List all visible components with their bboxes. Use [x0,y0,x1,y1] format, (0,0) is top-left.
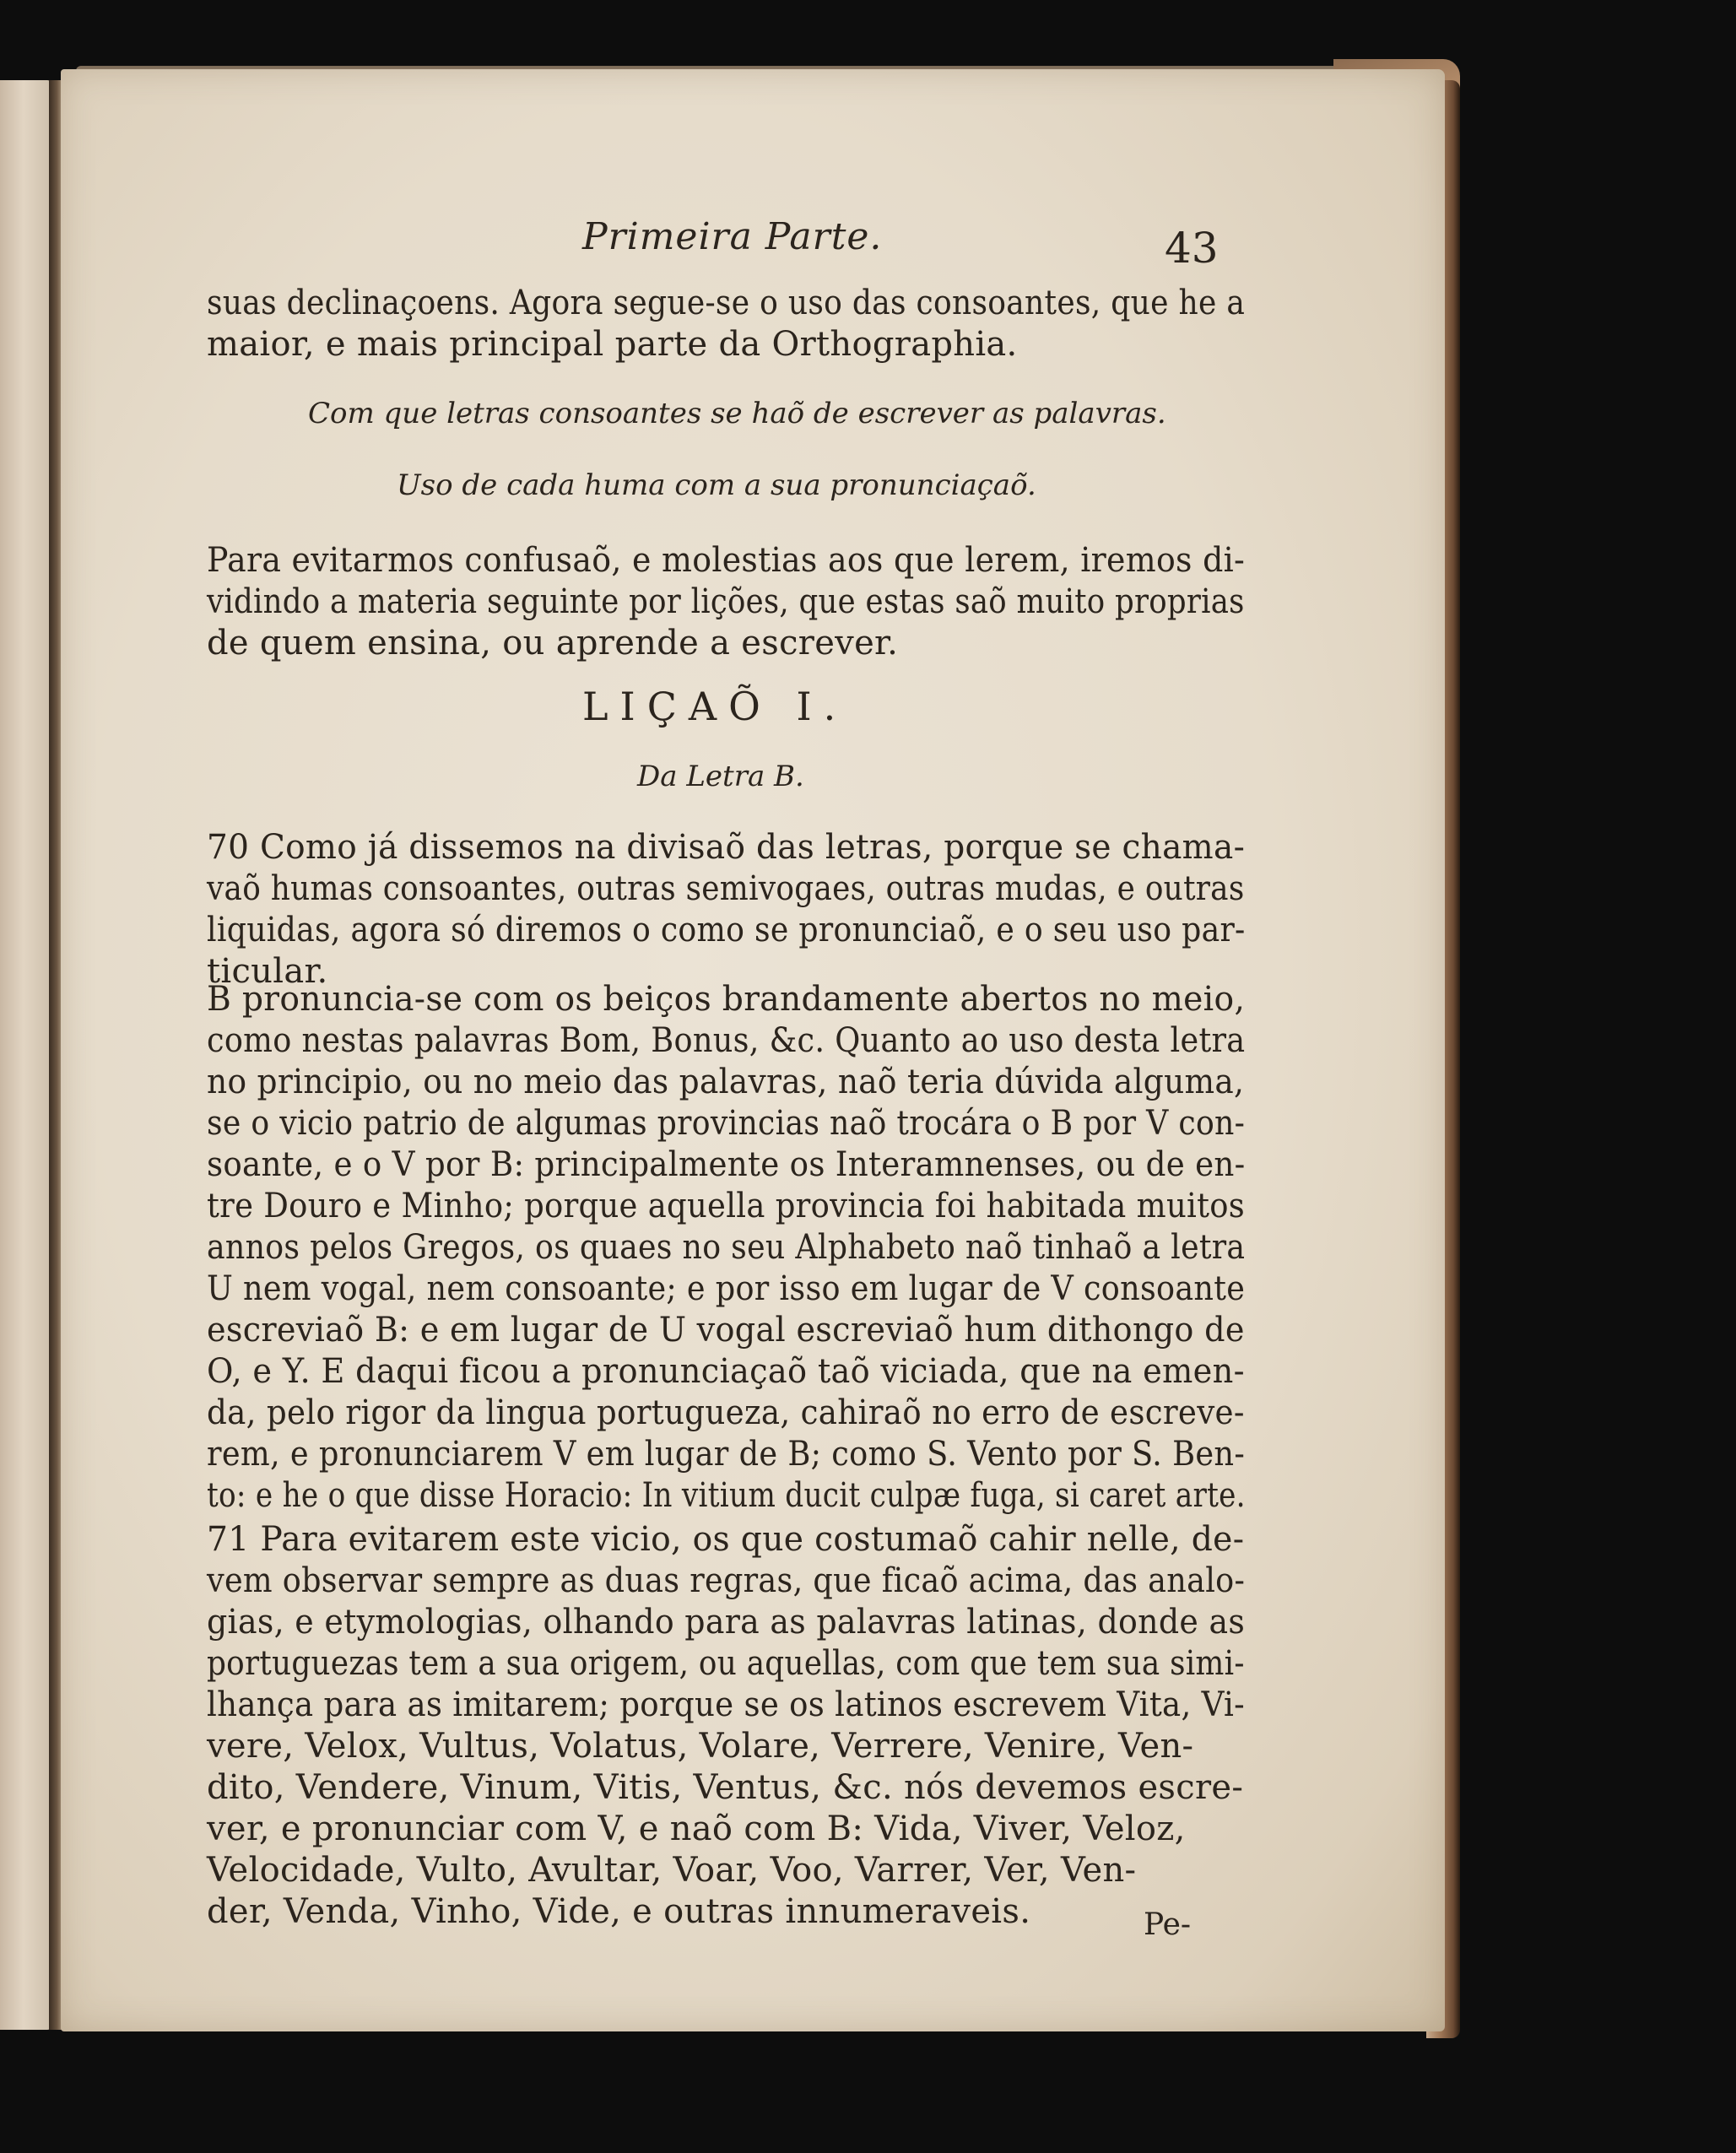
page-number: 43 [1165,224,1219,273]
paragraph-line: annos pelos Gregos, os quaes no seu Alphabeto naõ tinhaõ a letra [207,1228,1246,1267]
paragraph-line: Velocidade, Vulto, Avultar, Voar, Voo, Varrer, Ver, Ven- [207,1851,1137,1890]
paragraph-line: como nestas palavras Bom, Bonus, &c. Quanto ao uso desta letra [207,1021,1246,1060]
preface-block [207,540,1245,664]
paragraph-line: gias, e etymologias, olhando para as palavras latinas, donde as [207,1603,1246,1642]
preface-line: de quem ensina, ou aprende a escrever. [207,624,899,663]
paragraph-line: 70 Como já dissemos na divisaõ das letras, porque se chama- [207,828,1246,867]
paragraph-line: U nem vogal, nem consoante; e por isso em lugar de V consoante [207,1269,1246,1308]
paragraph-line: B pronuncia-se com os beiços brandamente abertos no meio, [207,980,1246,1019]
subheading-consonants: Com que letras consoantes se haõ de escrever as palavras. [308,397,1166,430]
intro-line: maior, e mais principal parte da Orthographia. [207,325,1018,364]
paragraph-line: vem observar sempre as duas regras, que ficaõ acima, das analo- [207,1561,1246,1600]
paragraph-line: se o vicio patrio de algumas provincias naõ trocára o B por V con- [207,1104,1246,1143]
intro-line: suas declinaçoens. Agora segue-se o uso das consoantes, que he a [207,284,1246,322]
paragraph-line: ver, e pronunciar com V, e naõ com B: Vida, Viver, Veloz, [207,1809,1186,1848]
paragraph-line: portuguezas tem a sua origem, ou aquellas, com que tem sua simi- [207,1644,1245,1683]
preface-line: vidindo a materia seguinte por lições, que estas saõ muito proprias [207,582,1245,621]
paragraph-line: O, e Y. E daqui ficou a pronunciaçaõ taõ viciada, que na emen- [207,1352,1245,1391]
subheading-usage: Uso de cada huma com a sua pronunciaçaõ. [397,468,1036,502]
paragraph-line: 71 Para evitarem este vicio, os que costumaõ cahir nelle, de- [207,1520,1245,1559]
paragraph-line: rem, e pronunciarem V em lugar de B; como S. Vento por S. Ben- [207,1435,1246,1474]
paragraph-line: escreviaõ B: e em lugar de U vogal escreviaõ hum dithongo de [207,1311,1245,1350]
paragraph-line: no principio, ou no meio das palavras, naõ teria dúvida alguma, [207,1063,1245,1101]
running-title: Primeira Parte. [582,215,883,258]
paragraph-line: lhança para as imitarem; porque se os latinos escrevem Vita, Vi- [207,1685,1246,1724]
paragraph-70 [207,827,1245,993]
paragraph-line: to: e he o que disse Horacio: In vitium ducit culpæ fuga, si caret arte. [207,1476,1246,1515]
paragraph-line: soante, e o V por B: principalmente os Interamnenses, ou de en- [207,1145,1246,1184]
paragraph-line: dito, Vendere, Vinum, Vitis, Ventus, &c. nós devemos escre- [207,1768,1244,1807]
left-page-edge [0,80,52,2030]
paragraph-line: der, Venda, Vinho, Vide, e outras innumeraveis. [207,1892,1031,1931]
paragraph-line: tre Douro e Minho; porque aquella provincia foi habitada muitos [207,1187,1246,1225]
catchword: Pe- [1144,1907,1192,1942]
paragraph-line: da, pelo rigor da lingua portugueza, cahiraõ no erro de escreve- [207,1393,1245,1432]
lesson-title: LIÇAÕ I. [582,684,848,729]
paragraph-line: liquidas, agora só diremos o como se pronunciaõ, e o seu uso par- [207,911,1246,949]
paragraph-b [207,979,1245,1517]
paragraph-71 [207,1519,1245,1933]
preface-line: Para evitarmos confusaõ, e molestias aos que lerem, iremos di- [207,541,1246,580]
paragraph-line: vaõ humas consoantes, outras semivogaes, outras mudas, e outras [207,869,1245,908]
intro-block [207,283,1245,365]
paragraph-line: vere, Velox, Vultus, Volatus, Volare, Verrere, Venire, Ven- [207,1727,1194,1766]
paragraph-line: ticular. [207,952,328,991]
lesson-subtitle: Da Letra B. [637,760,804,793]
